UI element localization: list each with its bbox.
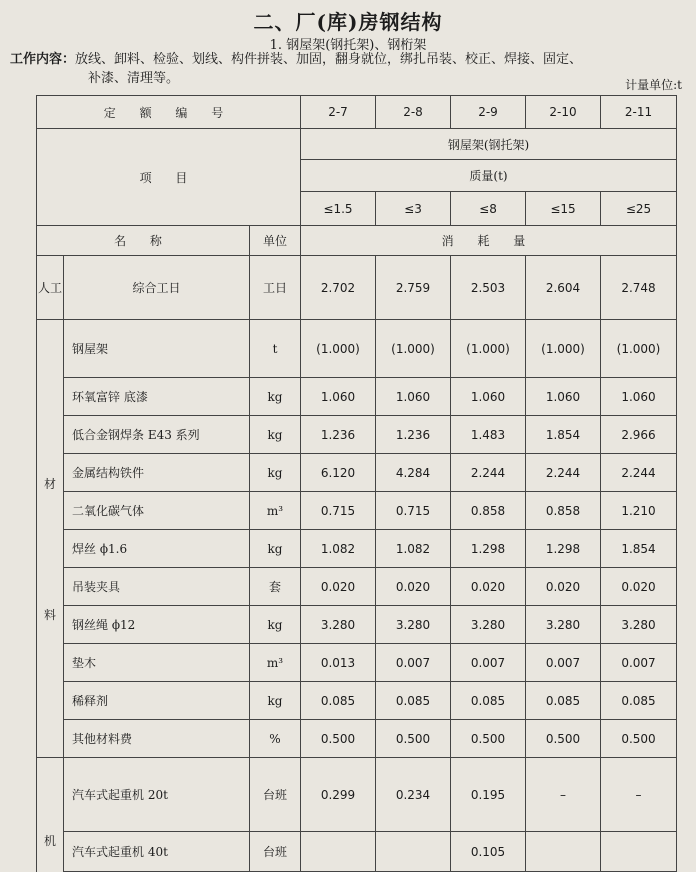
material-value: 1.060 (301, 378, 376, 416)
material-value: 2.244 (526, 454, 601, 492)
material-value: 2.966 (601, 416, 677, 454)
labor-unit: 工日 (250, 256, 301, 320)
machine-value: 0.299 (301, 758, 376, 832)
labor-name: 综合工日 (64, 256, 250, 320)
material-unit: kg (250, 606, 301, 644)
machine-value (526, 832, 601, 872)
range-cell: ≤3 (376, 192, 451, 226)
material-value: 2.244 (451, 454, 526, 492)
material-value: 1.298 (451, 530, 526, 568)
material-value: 0.085 (526, 682, 601, 720)
material-row (37, 416, 677, 454)
measure-unit: 计量单位:t (625, 78, 682, 92)
material-value: 0.007 (451, 644, 526, 682)
work-content-label: 工作内容： (10, 52, 76, 67)
material-value: 1.210 (601, 492, 677, 530)
material-unit: m³ (250, 644, 301, 682)
material-value: 1.854 (526, 416, 601, 454)
material-value: 0.715 (376, 492, 451, 530)
material-row (37, 568, 677, 606)
material-name: 焊丝 ϕ1.6 (64, 530, 250, 568)
material-value: 0.500 (301, 720, 376, 758)
section-subtitle: 1. 钢屋架(钢托架)、钢桁架 (269, 38, 427, 53)
material-value: 0.858 (451, 492, 526, 530)
material-value: 0.013 (301, 644, 376, 682)
work-content-line1: 放线、卸料、检验、划线、构件拼装、加固，翻身就位，绑扎吊装、校正、焊接、固定、 (75, 52, 583, 67)
material-value: (1.000) (526, 320, 601, 378)
material-value: 0.715 (301, 492, 376, 530)
material-unit: t (250, 320, 301, 378)
machine-row (37, 758, 677, 832)
machine-value: 0.234 (376, 758, 451, 832)
material-value: 0.085 (301, 682, 376, 720)
material-unit: kg (250, 416, 301, 454)
code-cell: 2-8 (376, 96, 451, 129)
machine-value: – (526, 758, 601, 832)
material-name: 钢屋架 (64, 320, 250, 378)
material-value: 0.020 (376, 568, 451, 606)
material-row (37, 682, 677, 720)
material-row (37, 644, 677, 682)
material-name: 金属结构铁件 (64, 454, 250, 492)
code-cell: 2-10 (526, 96, 601, 129)
material-category-spacer (37, 568, 64, 606)
material-value: 1.060 (601, 378, 677, 416)
work-content-line2: 补漆、清理等。 (88, 71, 180, 86)
labor-value: 2.702 (301, 256, 376, 320)
code-row (37, 96, 677, 129)
material-unit: kg (250, 378, 301, 416)
machine-category-top (37, 758, 64, 832)
material-category-spacer (37, 644, 64, 682)
material-name: 垫木 (64, 644, 250, 682)
material-row (37, 378, 677, 416)
labor-category: 人工 (37, 256, 64, 320)
material-category-bottom (37, 720, 64, 758)
material-category-spacer (37, 492, 64, 530)
material-value: 0.007 (601, 644, 677, 682)
material-value: (1.000) (301, 320, 376, 378)
material-category: 料 (37, 606, 64, 644)
machine-value: 0.195 (451, 758, 526, 832)
material-value: 3.280 (301, 606, 376, 644)
labor-value: 2.748 (601, 256, 677, 320)
material-value: 0.007 (526, 644, 601, 682)
material-value: 1.854 (601, 530, 677, 568)
machine-row (37, 832, 677, 872)
material-name: 二氧化碳气体 (64, 492, 250, 530)
material-unit: m³ (250, 492, 301, 530)
code-label: 定 额 编 号 (37, 96, 301, 129)
material-row (37, 530, 677, 568)
material-value: 1.483 (451, 416, 526, 454)
material-row (37, 320, 677, 378)
material-category-spacer (37, 530, 64, 568)
material-unit: kg (250, 530, 301, 568)
quota-table (36, 95, 677, 872)
material-value: 1.060 (376, 378, 451, 416)
material-unit: kg (250, 682, 301, 720)
material-value: 0.020 (526, 568, 601, 606)
materials-body (37, 320, 677, 758)
material-value: 2.244 (601, 454, 677, 492)
material-value: 0.085 (451, 682, 526, 720)
machine-name: 汽车式起重机 40t (64, 832, 250, 872)
material-name: 低合金钢焊条 E43 系列 (64, 416, 250, 454)
material-row (37, 492, 677, 530)
group-row (37, 129, 677, 160)
material-value: (1.000) (451, 320, 526, 378)
labor-value: 2.604 (526, 256, 601, 320)
material-value: 3.280 (601, 606, 677, 644)
material-value: 4.284 (376, 454, 451, 492)
code-cell: 2-7 (301, 96, 376, 129)
material-value: (1.000) (601, 320, 677, 378)
material-value: 0.085 (376, 682, 451, 720)
material-value: 1.082 (376, 530, 451, 568)
material-value: 6.120 (301, 454, 376, 492)
material-unit: kg (250, 454, 301, 492)
material-name: 稀释剂 (64, 682, 250, 720)
material-value: 0.500 (526, 720, 601, 758)
material-value: 3.280 (526, 606, 601, 644)
material-category-spacer (37, 378, 64, 416)
machine-value (601, 832, 677, 872)
machine-category: 机 (37, 832, 64, 872)
material-name: 钢丝绳 ϕ12 (64, 606, 250, 644)
material-value: (1.000) (376, 320, 451, 378)
machine-value: 0.105 (451, 832, 526, 872)
material-value: 0.020 (451, 568, 526, 606)
material-category-spacer (37, 416, 64, 454)
material-value: 0.500 (376, 720, 451, 758)
material-name: 环氧富锌 底漆 (64, 378, 250, 416)
item-label: 项 目 (37, 129, 301, 226)
material-category: 材 (37, 454, 64, 492)
material-value: 1.060 (451, 378, 526, 416)
material-value: 0.020 (301, 568, 376, 606)
machine-unit: 台班 (250, 832, 301, 872)
material-value: 1.236 (376, 416, 451, 454)
work-content (10, 50, 582, 88)
name-header: 名 称 (37, 226, 250, 256)
material-value: 1.236 (301, 416, 376, 454)
unit-header: 单位 (250, 226, 301, 256)
material-category-top (37, 320, 64, 378)
material-row (37, 606, 677, 644)
material-row (37, 720, 677, 758)
material-value: 0.085 (601, 682, 677, 720)
machine-name: 汽车式起重机 20t (64, 758, 250, 832)
material-value: 0.500 (451, 720, 526, 758)
page-title: 二、厂(库)房钢结构 (253, 10, 443, 34)
material-name: 其他材料费 (64, 720, 250, 758)
material-value: 3.280 (451, 606, 526, 644)
code-cell: 2-9 (451, 96, 526, 129)
machine-value (376, 832, 451, 872)
material-value: 3.280 (376, 606, 451, 644)
labor-value: 2.503 (451, 256, 526, 320)
material-category-spacer (37, 682, 64, 720)
machine-value: – (601, 758, 677, 832)
labor-value: 2.759 (376, 256, 451, 320)
range-cell: ≤8 (451, 192, 526, 226)
material-value: 0.500 (601, 720, 677, 758)
material-row (37, 454, 677, 492)
material-value: 0.020 (601, 568, 677, 606)
range-cell: ≤15 (526, 192, 601, 226)
material-name: 吊装夹具 (64, 568, 250, 606)
machines-body (37, 758, 677, 872)
material-value: 1.060 (526, 378, 601, 416)
material-unit: 套 (250, 568, 301, 606)
material-value: 1.082 (301, 530, 376, 568)
labor-row (37, 256, 677, 320)
column-header-row (37, 226, 677, 256)
range-cell: ≤25 (601, 192, 677, 226)
machine-value (301, 832, 376, 872)
consume-header: 消 耗 量 (301, 226, 677, 256)
material-value: 0.007 (376, 644, 451, 682)
machine-unit: 台班 (250, 758, 301, 832)
mass-label: 质量(t) (301, 160, 677, 192)
material-value: 1.298 (526, 530, 601, 568)
material-unit: % (250, 720, 301, 758)
range-cell: ≤1.5 (301, 192, 376, 226)
group-label: 钢屋架(钢托架) (301, 129, 677, 160)
material-value: 0.858 (526, 492, 601, 530)
code-cell: 2-11 (601, 96, 677, 129)
